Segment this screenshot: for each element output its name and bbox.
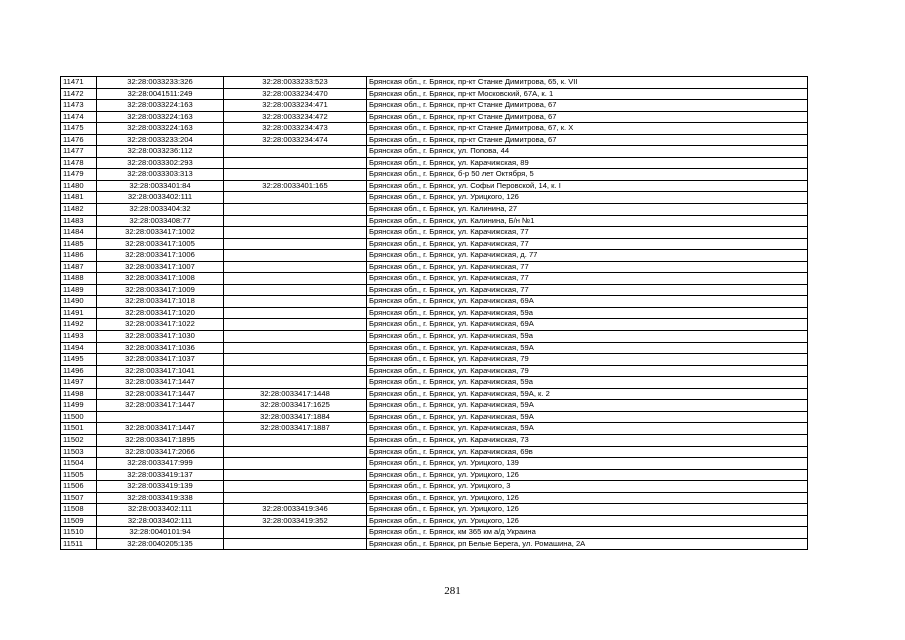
row-number-cell: 11501 xyxy=(61,423,97,435)
table-row xyxy=(61,111,808,123)
table-row xyxy=(61,146,808,158)
data-table xyxy=(60,76,808,550)
row-number-cell: 11473 xyxy=(61,100,97,112)
row-number-cell: 11479 xyxy=(61,169,97,181)
related-cadastral-number-cell xyxy=(224,354,367,366)
row-number-cell: 11510 xyxy=(61,527,97,539)
row-number-cell: 11502 xyxy=(61,434,97,446)
address-cell: Брянская обл., г. Брянск, ул. Карачижская, 79 xyxy=(367,354,808,366)
cadastral-number-cell: 32:28:0040205:135 xyxy=(97,538,224,550)
cadastral-number-cell: 32:28:0033417:1009 xyxy=(97,284,224,296)
cadastral-number-cell: 32:28:0033417:2066 xyxy=(97,446,224,458)
table-row xyxy=(61,434,808,446)
related-cadastral-number-cell: 32:28:0033419:352 xyxy=(224,515,367,527)
address-cell: Брянская обл., г. Брянск, км 365 км а/д Украина xyxy=(367,527,808,539)
table-row xyxy=(61,458,808,470)
related-cadastral-number-cell xyxy=(224,446,367,458)
address-cell: Брянская обл., г. Брянск, ул. Карачижская, 69А xyxy=(367,319,808,331)
row-number-cell: 11493 xyxy=(61,331,97,343)
cadastral-number-cell: 32:28:0033233:326 xyxy=(97,77,224,89)
table-row xyxy=(61,527,808,539)
row-number-cell: 11505 xyxy=(61,469,97,481)
table-row xyxy=(61,411,808,423)
address-cell: Брянская обл., г. Брянск, ул. Карачижская, 69в xyxy=(367,446,808,458)
related-cadastral-number-cell: 32:28:0033417:1448 xyxy=(224,388,367,400)
table-row xyxy=(61,492,808,504)
row-number-cell: 11476 xyxy=(61,134,97,146)
address-cell: Брянская обл., г. Брянск, ул. Урицкого, 139 xyxy=(367,458,808,470)
table-body xyxy=(61,77,808,550)
cadastral-number-cell xyxy=(97,411,224,423)
address-cell: Брянская обл., г. Брянск, ул. Карачижская, 77 xyxy=(367,238,808,250)
cadastral-number-cell: 32:28:0033417:1041 xyxy=(97,365,224,377)
table-row xyxy=(61,273,808,285)
cadastral-number-cell: 32:28:0033417:1895 xyxy=(97,434,224,446)
address-cell: Брянская обл., г. Брянск, ул. Карачижская, д. 77 xyxy=(367,250,808,262)
cadastral-number-cell: 32:28:0033417:1008 xyxy=(97,273,224,285)
address-cell: Брянская обл., г. Брянск, ул. Карачижская, 73 xyxy=(367,434,808,446)
row-number-cell: 11483 xyxy=(61,215,97,227)
related-cadastral-number-cell: 32:28:0033401:165 xyxy=(224,180,367,192)
cadastral-number-cell: 32:28:0033401:84 xyxy=(97,180,224,192)
row-number-cell: 11480 xyxy=(61,180,97,192)
cadastral-number-cell: 32:28:0033404:32 xyxy=(97,204,224,216)
row-number-cell: 11477 xyxy=(61,146,97,158)
address-cell: Брянская обл., г. Брянск, ул. Урицкого, 126 xyxy=(367,492,808,504)
row-number-cell: 11485 xyxy=(61,238,97,250)
cadastral-number-cell: 32:28:0033402:111 xyxy=(97,515,224,527)
address-cell: Брянская обл., г. Брянск, ул. Карачижская, 59А xyxy=(367,411,808,423)
row-number-cell: 11506 xyxy=(61,481,97,493)
cadastral-number-cell: 32:28:0033417:1018 xyxy=(97,296,224,308)
table-row xyxy=(61,515,808,527)
related-cadastral-number-cell xyxy=(224,296,367,308)
cadastral-number-cell: 32:28:0033417:1036 xyxy=(97,342,224,354)
table-row xyxy=(61,238,808,250)
address-cell: Брянская обл., г. Брянск, ул. Урицкого, 126 xyxy=(367,515,808,527)
row-number-cell: 11498 xyxy=(61,388,97,400)
table-row xyxy=(61,227,808,239)
related-cadastral-number-cell: 32:28:0033234:474 xyxy=(224,134,367,146)
row-number-cell: 11503 xyxy=(61,446,97,458)
table-row xyxy=(61,261,808,273)
cadastral-number-cell: 32:28:0033402:111 xyxy=(97,504,224,516)
table-row xyxy=(61,180,808,192)
related-cadastral-number-cell xyxy=(224,261,367,273)
address-cell: Брянская обл., г. Брянск, пр-кт Станке Димитрова, 67, к. X xyxy=(367,123,808,135)
related-cadastral-number-cell: 32:28:0033419:346 xyxy=(224,504,367,516)
table-row xyxy=(61,354,808,366)
address-cell: Брянская обл., г. Брянск, пр-кт Станке Димитрова, 65, к. VII xyxy=(367,77,808,89)
address-cell: Брянская обл., г. Брянск, ул. Попова, 44 xyxy=(367,146,808,158)
address-cell: Брянская обл., г. Брянск, ул. Урицкого, 126 xyxy=(367,504,808,516)
cadastral-number-cell: 32:28:0033417:1030 xyxy=(97,331,224,343)
table-row xyxy=(61,319,808,331)
address-cell: Брянская обл., г. Брянск, ул. Карачижская, 59А xyxy=(367,342,808,354)
related-cadastral-number-cell xyxy=(224,469,367,481)
row-number-cell: 11492 xyxy=(61,319,97,331)
cadastral-number-cell: 32:28:0033236:112 xyxy=(97,146,224,158)
address-cell: Брянская обл., г. Брянск, ул. Урицкого, 126 xyxy=(367,469,808,481)
related-cadastral-number-cell xyxy=(224,319,367,331)
cadastral-number-cell: 32:28:0033224:163 xyxy=(97,111,224,123)
address-cell: Брянская обл., г. Брянск, пр-кт Станке Димитрова, 67 xyxy=(367,134,808,146)
related-cadastral-number-cell xyxy=(224,284,367,296)
cadastral-number-cell: 32:28:0033417:1020 xyxy=(97,307,224,319)
row-number-cell: 11488 xyxy=(61,273,97,285)
table-row xyxy=(61,400,808,412)
address-cell: Брянская обл., г. Брянск, пр-кт Станке Димитрова, 67 xyxy=(367,100,808,112)
address-cell: Брянская обл., г. Брянск, ул. Карачижская, 59А xyxy=(367,400,808,412)
table-row xyxy=(61,307,808,319)
related-cadastral-number-cell xyxy=(224,342,367,354)
related-cadastral-number-cell xyxy=(224,250,367,262)
row-number-cell: 11497 xyxy=(61,377,97,389)
table-row xyxy=(61,88,808,100)
row-number-cell: 11482 xyxy=(61,204,97,216)
address-cell: Брянская обл., г. Брянск, ул. Карачижская, 77 xyxy=(367,284,808,296)
related-cadastral-number-cell xyxy=(224,492,367,504)
row-number-cell: 11486 xyxy=(61,250,97,262)
address-cell: Брянская обл., г. Брянск, пр-кт Станке Димитрова, 67 xyxy=(367,111,808,123)
row-number-cell: 11507 xyxy=(61,492,97,504)
address-cell: Брянская обл., г. Брянск, ул. Карачижская, 77 xyxy=(367,273,808,285)
table-row xyxy=(61,504,808,516)
related-cadastral-number-cell xyxy=(224,527,367,539)
cadastral-number-cell: 32:28:0033303:313 xyxy=(97,169,224,181)
address-cell: Брянская обл., г. Брянск, ул. Карачижская, 89 xyxy=(367,157,808,169)
cadastral-number-cell: 32:28:0033224:163 xyxy=(97,100,224,112)
related-cadastral-number-cell xyxy=(224,538,367,550)
row-number-cell: 11481 xyxy=(61,192,97,204)
table-row xyxy=(61,377,808,389)
cadastral-number-cell: 32:28:0033408:77 xyxy=(97,215,224,227)
table-row xyxy=(61,284,808,296)
cadastral-number-cell: 32:28:0033417:1005 xyxy=(97,238,224,250)
related-cadastral-number-cell: 32:28:0033233:523 xyxy=(224,77,367,89)
cadastral-number-cell: 32:28:0041511:249 xyxy=(97,88,224,100)
table-row xyxy=(61,388,808,400)
cadastral-number-cell: 32:28:0033233:204 xyxy=(97,134,224,146)
related-cadastral-number-cell xyxy=(224,227,367,239)
table-row xyxy=(61,169,808,181)
cadastral-number-cell: 32:28:0033419:139 xyxy=(97,481,224,493)
address-cell: Брянская обл., г. Брянск, пр-кт Московский, 67А, к. 1 xyxy=(367,88,808,100)
table-row xyxy=(61,192,808,204)
cadastral-number-cell: 32:28:0033417:1447 xyxy=(97,388,224,400)
cadastral-number-cell: 32:28:0033417:1006 xyxy=(97,250,224,262)
related-cadastral-number-cell: 32:28:0033234:471 xyxy=(224,100,367,112)
related-cadastral-number-cell: 32:28:0033417:1887 xyxy=(224,423,367,435)
table-row xyxy=(61,342,808,354)
table-row xyxy=(61,481,808,493)
address-cell: Брянская обл., г. Брянск, ул. Карачижская, 77 xyxy=(367,227,808,239)
address-cell: Брянская обл., г. Брянск, б-р 50 лет Октября, 5 xyxy=(367,169,808,181)
related-cadastral-number-cell: 32:28:0033417:1884 xyxy=(224,411,367,423)
address-cell: Брянская обл., г. Брянск, ул. Калинина, 27 xyxy=(367,204,808,216)
address-cell: Брянская обл., г. Брянск, ул. Карачижская, 77 xyxy=(367,261,808,273)
cadastral-number-cell: 32:28:0033224:163 xyxy=(97,123,224,135)
address-cell: Брянская обл., г. Брянск, ул. Карачижская, 59а xyxy=(367,331,808,343)
table-row xyxy=(61,157,808,169)
cadastral-number-cell: 32:28:0033417:1447 xyxy=(97,377,224,389)
table-row xyxy=(61,423,808,435)
cadastral-number-cell: 32:28:0033417:1447 xyxy=(97,400,224,412)
related-cadastral-number-cell xyxy=(224,481,367,493)
cadastral-number-cell: 32:28:0033419:137 xyxy=(97,469,224,481)
row-number-cell: 11496 xyxy=(61,365,97,377)
address-cell: Брянская обл., г. Брянск, ул. Урицкого, 3 xyxy=(367,481,808,493)
row-number-cell: 11484 xyxy=(61,227,97,239)
row-number-cell: 11511 xyxy=(61,538,97,550)
table-row xyxy=(61,331,808,343)
table-row xyxy=(61,250,808,262)
row-number-cell: 11491 xyxy=(61,307,97,319)
related-cadastral-number-cell xyxy=(224,215,367,227)
address-cell: Брянская обл., г. Брянск, ул. Урицкого, 126 xyxy=(367,192,808,204)
related-cadastral-number-cell: 32:28:0033234:470 xyxy=(224,88,367,100)
row-number-cell: 11509 xyxy=(61,515,97,527)
related-cadastral-number-cell xyxy=(224,458,367,470)
table-row xyxy=(61,296,808,308)
cadastral-number-cell: 32:28:0033302:293 xyxy=(97,157,224,169)
row-number-cell: 11471 xyxy=(61,77,97,89)
address-cell: Брянская обл., г. Брянск, рп Белые Берега, ул. Ромашина, 2А xyxy=(367,538,808,550)
row-number-cell: 11495 xyxy=(61,354,97,366)
table-row xyxy=(61,100,808,112)
cadastral-number-cell: 32:28:0033417:1002 xyxy=(97,227,224,239)
row-number-cell: 11499 xyxy=(61,400,97,412)
address-cell: Брянская обл., г. Брянск, ул. Карачижская, 69А xyxy=(367,296,808,308)
address-cell: Брянская обл., г. Брянск, ул. Калинина, Б/н №1 xyxy=(367,215,808,227)
cadastral-number-cell: 32:28:0033417:999 xyxy=(97,458,224,470)
table-row xyxy=(61,365,808,377)
cadastral-number-cell: 32:28:0033417:1022 xyxy=(97,319,224,331)
related-cadastral-number-cell xyxy=(224,365,367,377)
row-number-cell: 11487 xyxy=(61,261,97,273)
related-cadastral-number-cell xyxy=(224,192,367,204)
row-number-cell: 11508 xyxy=(61,504,97,516)
table-row xyxy=(61,77,808,89)
table-row xyxy=(61,134,808,146)
address-cell: Брянская обл., г. Брянск, ул. Карачижская, 59А xyxy=(367,423,808,435)
row-number-cell: 11489 xyxy=(61,284,97,296)
cadastral-number-cell: 32:28:0033419:338 xyxy=(97,492,224,504)
related-cadastral-number-cell: 32:28:0033234:473 xyxy=(224,123,367,135)
cadastral-number-cell: 32:28:0033417:1037 xyxy=(97,354,224,366)
related-cadastral-number-cell xyxy=(224,238,367,250)
address-cell: Брянская обл., г. Брянск, ул. Софьи Перовской, 14, к. I xyxy=(367,180,808,192)
related-cadastral-number-cell: 32:28:0033417:1625 xyxy=(224,400,367,412)
row-number-cell: 11504 xyxy=(61,458,97,470)
table-row xyxy=(61,204,808,216)
related-cadastral-number-cell xyxy=(224,331,367,343)
row-number-cell: 11475 xyxy=(61,123,97,135)
related-cadastral-number-cell xyxy=(224,169,367,181)
cadastral-number-cell: 32:28:0033417:1007 xyxy=(97,261,224,273)
cadastral-number-cell: 32:28:0033402:111 xyxy=(97,192,224,204)
related-cadastral-number-cell xyxy=(224,204,367,216)
related-cadastral-number-cell xyxy=(224,434,367,446)
address-cell: Брянская обл., г. Брянск, ул. Карачижская, 79 xyxy=(367,365,808,377)
table-row xyxy=(61,215,808,227)
cadastral-number-cell: 32:28:0040101:94 xyxy=(97,527,224,539)
row-number-cell: 11494 xyxy=(61,342,97,354)
table-row xyxy=(61,538,808,550)
page-number: 281 xyxy=(444,585,461,597)
table-row xyxy=(61,446,808,458)
related-cadastral-number-cell xyxy=(224,157,367,169)
cadastral-number-cell: 32:28:0033417:1447 xyxy=(97,423,224,435)
related-cadastral-number-cell xyxy=(224,273,367,285)
address-cell: Брянская обл., г. Брянск, ул. Карачижская, 59А, к. 2 xyxy=(367,388,808,400)
table-row xyxy=(61,123,808,135)
related-cadastral-number-cell xyxy=(224,307,367,319)
address-cell: Брянская обл., г. Брянск, ул. Карачижская, 59а xyxy=(367,377,808,389)
related-cadastral-number-cell xyxy=(224,146,367,158)
related-cadastral-number-cell xyxy=(224,377,367,389)
row-number-cell: 11500 xyxy=(61,411,97,423)
row-number-cell: 11478 xyxy=(61,157,97,169)
row-number-cell: 11490 xyxy=(61,296,97,308)
row-number-cell: 11474 xyxy=(61,111,97,123)
row-number-cell: 11472 xyxy=(61,88,97,100)
table-row xyxy=(61,469,808,481)
address-cell: Брянская обл., г. Брянск, ул. Карачижская, 59а xyxy=(367,307,808,319)
related-cadastral-number-cell: 32:28:0033234:472 xyxy=(224,111,367,123)
